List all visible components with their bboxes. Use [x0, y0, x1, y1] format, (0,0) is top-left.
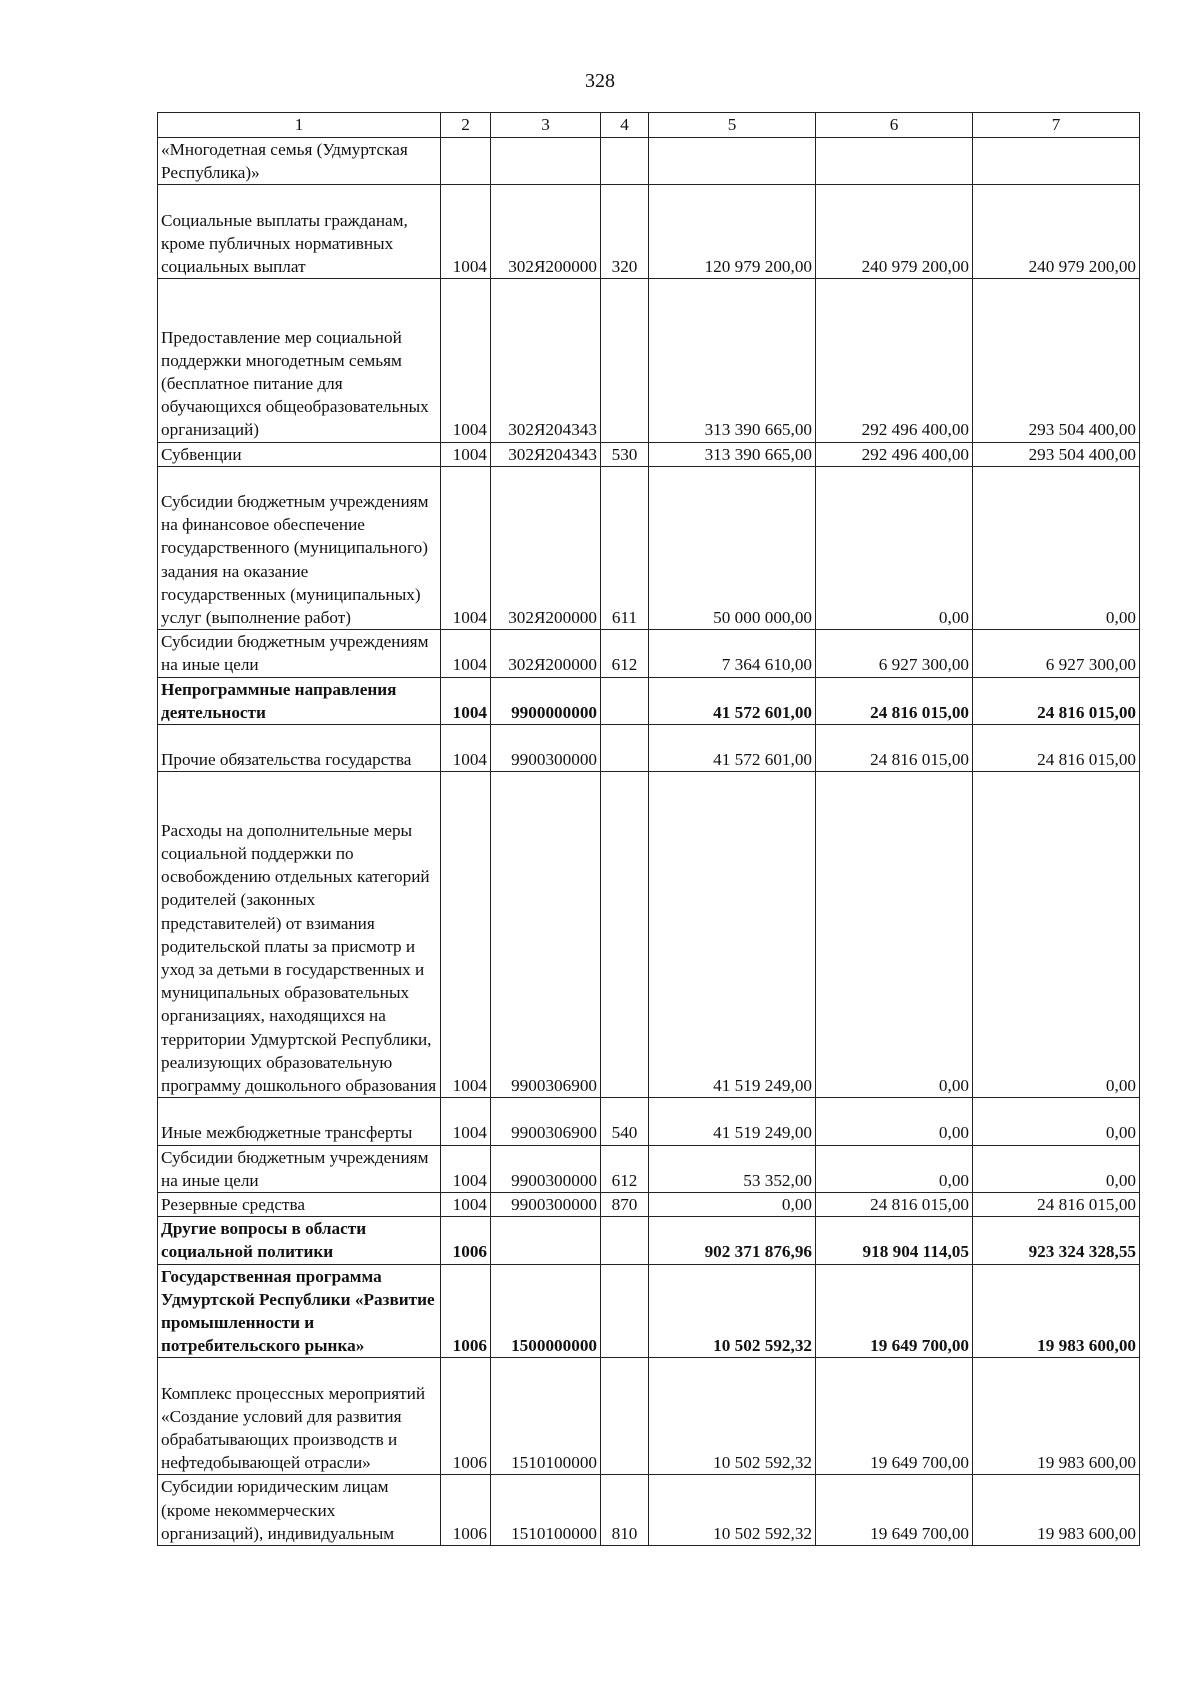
table-row	[158, 725, 1140, 772]
table-row	[158, 630, 1140, 677]
amount-col7: 0,00	[973, 772, 1140, 1098]
expense-type-code: 870	[601, 1192, 649, 1216]
column-header: 4	[601, 113, 649, 138]
table-row	[158, 442, 1140, 466]
target-article-code: 9900300000	[491, 1145, 601, 1192]
target-article-code: 9900300000	[491, 725, 601, 772]
amount-col7: 19 983 600,00	[973, 1475, 1140, 1546]
expense-type-code: 530	[601, 442, 649, 466]
column-header: 3	[491, 113, 601, 138]
amount-col5: 120 979 200,00	[649, 185, 816, 279]
expense-type-code: 611	[601, 466, 649, 629]
header-row	[158, 113, 1140, 138]
expense-type-code	[601, 279, 649, 442]
amount-col7: 19 983 600,00	[973, 1358, 1140, 1475]
row-name: Предоставление мер социальной поддержки многодетным семьям (бесплатное питание для обучающихся общеобразовательных организаций)	[158, 279, 441, 442]
table-row	[158, 1358, 1140, 1475]
section-code: 1004	[441, 725, 491, 772]
expense-type-code	[601, 725, 649, 772]
row-name: Другие вопросы в области социальной политики	[158, 1217, 441, 1264]
amount-col6: 19 649 700,00	[816, 1358, 973, 1475]
table-row	[158, 138, 1140, 185]
target-article-code: 302Я200000	[491, 630, 601, 677]
amount-col5: 41 572 601,00	[649, 725, 816, 772]
column-header: 7	[973, 113, 1140, 138]
amount-col5: 10 502 592,32	[649, 1475, 816, 1546]
target-article-code: 302Я200000	[491, 185, 601, 279]
amount-col6: 6 927 300,00	[816, 630, 973, 677]
target-article-code	[491, 1217, 601, 1264]
amount-col7: 6 927 300,00	[973, 630, 1140, 677]
section-code: 1004	[441, 185, 491, 279]
amount-col5: 10 502 592,32	[649, 1358, 816, 1475]
amount-col6: 19 649 700,00	[816, 1475, 973, 1546]
amount-col5: 41 519 249,00	[649, 772, 816, 1098]
expense-type-code: 612	[601, 630, 649, 677]
target-article-code: 9900000000	[491, 677, 601, 724]
amount-col7: 240 979 200,00	[973, 185, 1140, 279]
amount-col7: 24 816 015,00	[973, 725, 1140, 772]
expense-type-code	[601, 677, 649, 724]
target-article-code: 1510100000	[491, 1475, 601, 1546]
section-code: 1004	[441, 1098, 491, 1145]
section-code: 1006	[441, 1217, 491, 1264]
expense-type-code	[601, 1264, 649, 1358]
expense-type-code: 612	[601, 1145, 649, 1192]
target-article-code: 1510100000	[491, 1358, 601, 1475]
row-name: «Многодетная семья (Удмуртская Республика)»	[158, 138, 441, 185]
section-code: 1004	[441, 442, 491, 466]
amount-col6: 0,00	[816, 1098, 973, 1145]
page-number: 328	[585, 70, 615, 92]
row-name: Государственная программа Удмуртской Республики «Развитие промышленности и потребительского рынка»	[158, 1264, 441, 1358]
amount-col5: 53 352,00	[649, 1145, 816, 1192]
expense-type-code	[601, 1217, 649, 1264]
row-name: Субсидии бюджетным учреждениям на финансовое обеспечение государственного (муниципального) задания на оказание государственных (муниципальных) услуг (выполнение работ)	[158, 466, 441, 629]
amount-col6: 292 496 400,00	[816, 279, 973, 442]
section-code: 1004	[441, 677, 491, 724]
table-row	[158, 772, 1140, 1098]
expense-type-code: 810	[601, 1475, 649, 1546]
amount-col5: 50 000 000,00	[649, 466, 816, 629]
amount-col5	[649, 138, 816, 185]
table-row	[158, 1264, 1140, 1358]
amount-col6: 19 649 700,00	[816, 1264, 973, 1358]
amount-col6: 918 904 114,05	[816, 1217, 973, 1264]
row-name: Комплекс процессных мероприятий «Создание условий для развития обрабатывающих производств и нефтедобывающей отрасли»	[158, 1358, 441, 1475]
row-name: Расходы на дополнительные меры социальной поддержки по освобождению отдельных категорий родителей (законных представителей) от взимания родительской платы за присмотр и уход за детьми в государственных и муниципальных образовательных организациях, находящихся на территории Удмуртской Республики, реализующих образовательную программу дошкольного образования	[158, 772, 441, 1098]
expense-type-code: 540	[601, 1098, 649, 1145]
target-article-code: 302Я204343	[491, 279, 601, 442]
table-row	[158, 1192, 1140, 1216]
amount-col5: 41 519 249,00	[649, 1098, 816, 1145]
amount-col6	[816, 138, 973, 185]
target-article-code: 9900300000	[491, 1192, 601, 1216]
amount-col5: 10 502 592,32	[649, 1264, 816, 1358]
section-code: 1004	[441, 772, 491, 1098]
amount-col7: 0,00	[973, 1098, 1140, 1145]
section-code: 1004	[441, 630, 491, 677]
table-row	[158, 1475, 1140, 1546]
table-row	[158, 1145, 1140, 1192]
amount-col7: 923 324 328,55	[973, 1217, 1140, 1264]
row-name: Социальные выплаты гражданам, кроме публичных нормативных социальных выплат	[158, 185, 441, 279]
row-name: Прочие обязательства государства	[158, 725, 441, 772]
target-article-code: 1500000000	[491, 1264, 601, 1358]
amount-col7: 24 816 015,00	[973, 1192, 1140, 1216]
amount-col5: 902 371 876,96	[649, 1217, 816, 1264]
amount-col6: 0,00	[816, 772, 973, 1098]
amount-col7: 293 504 400,00	[973, 279, 1140, 442]
amount-col7: 24 816 015,00	[973, 677, 1140, 724]
expense-type-code	[601, 772, 649, 1098]
expense-type-code	[601, 138, 649, 185]
amount-col7: 0,00	[973, 466, 1140, 629]
section-code: 1006	[441, 1358, 491, 1475]
amount-col6: 240 979 200,00	[816, 185, 973, 279]
row-name: Субсидии юридическим лицам (кроме некоммерческих организаций), индивидуальным	[158, 1475, 441, 1546]
amount-col5: 41 572 601,00	[649, 677, 816, 724]
target-article-code: 9900306900	[491, 1098, 601, 1145]
amount-col7	[973, 138, 1140, 185]
target-article-code: 9900306900	[491, 772, 601, 1098]
amount-col6: 24 816 015,00	[816, 725, 973, 772]
expense-type-code	[601, 1358, 649, 1475]
section-code: 1006	[441, 1264, 491, 1358]
row-name: Непрограммные направления деятельности	[158, 677, 441, 724]
column-header: 2	[441, 113, 491, 138]
amount-col6: 24 816 015,00	[816, 677, 973, 724]
amount-col6: 0,00	[816, 1145, 973, 1192]
column-header: 1	[158, 113, 441, 138]
target-article-code: 302Я204343	[491, 442, 601, 466]
table-row	[158, 466, 1140, 629]
table-row	[158, 1217, 1140, 1264]
row-name: Субвенции	[158, 442, 441, 466]
amount-col6: 292 496 400,00	[816, 442, 973, 466]
expense-type-code: 320	[601, 185, 649, 279]
target-article-code: 302Я200000	[491, 466, 601, 629]
amount-col7: 19 983 600,00	[973, 1264, 1140, 1358]
amount-col6: 24 816 015,00	[816, 1192, 973, 1216]
row-name: Субсидии бюджетным учреждениям на иные цели	[158, 630, 441, 677]
amount-col7: 0,00	[973, 1145, 1140, 1192]
amount-col5: 313 390 665,00	[649, 279, 816, 442]
row-name: Субсидии бюджетным учреждениям на иные цели	[158, 1145, 441, 1192]
column-header: 5	[649, 113, 816, 138]
target-article-code	[491, 138, 601, 185]
section-code: 1004	[441, 279, 491, 442]
table-row	[158, 1098, 1140, 1145]
table-row	[158, 677, 1140, 724]
amount-col5: 313 390 665,00	[649, 442, 816, 466]
amount-col5: 0,00	[649, 1192, 816, 1216]
row-name: Резервные средства	[158, 1192, 441, 1216]
amount-col7: 293 504 400,00	[973, 442, 1140, 466]
table-row	[158, 185, 1140, 279]
amount-col6: 0,00	[816, 466, 973, 629]
table-row	[158, 279, 1140, 442]
column-header: 6	[816, 113, 973, 138]
section-code: 1004	[441, 466, 491, 629]
section-code: 1004	[441, 1192, 491, 1216]
amount-col5: 7 364 610,00	[649, 630, 816, 677]
section-code: 1006	[441, 1475, 491, 1546]
section-code: 1004	[441, 1145, 491, 1192]
section-code	[441, 138, 491, 185]
budget-table	[157, 112, 1140, 1546]
row-name: Иные межбюджетные трансферты	[158, 1098, 441, 1145]
